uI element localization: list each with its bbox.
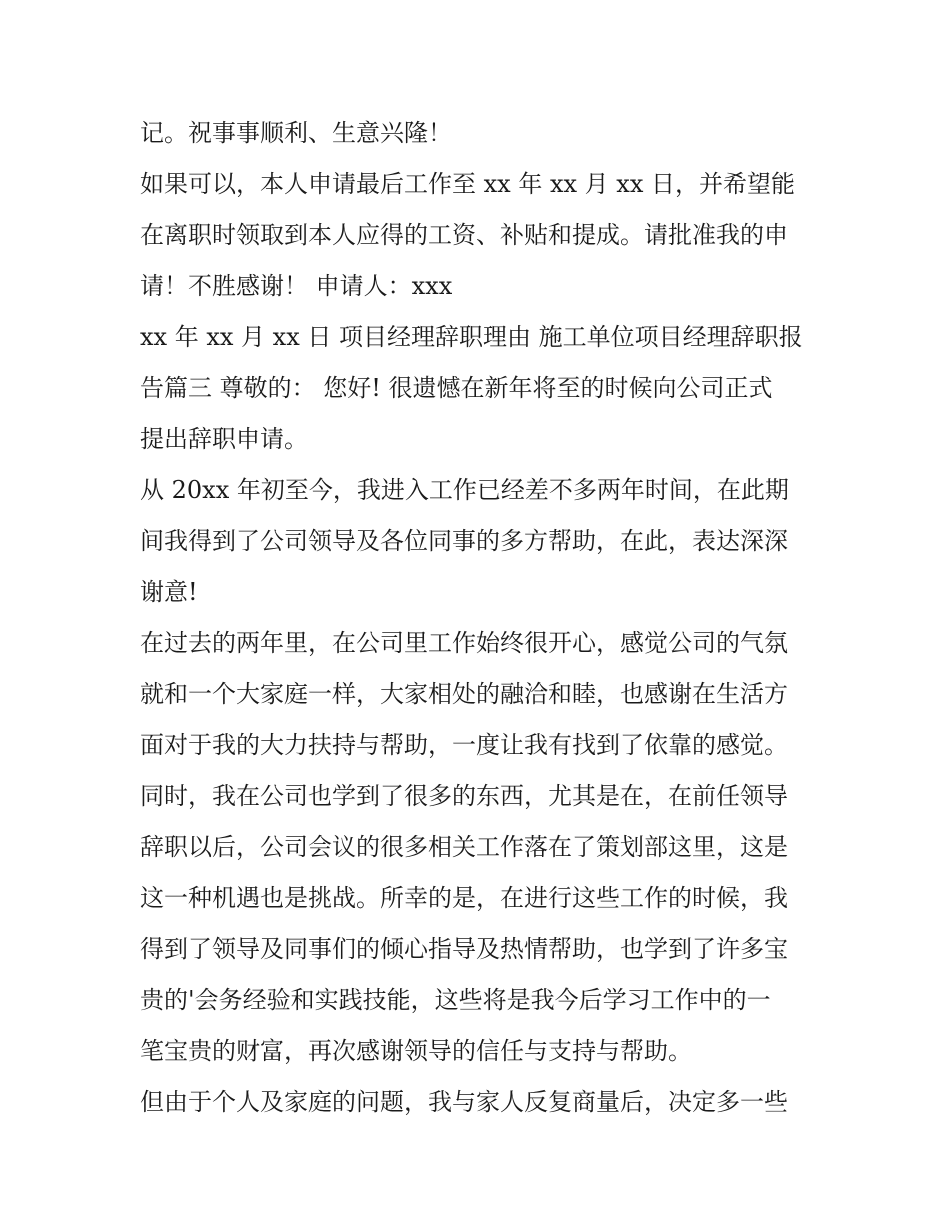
document-body [140,108,820,1128]
text-line: 笔宝贵的财富，再次感谢领导的信任与支持与帮助。 [140,1037,692,1065]
text-line: 提出辞职申请。 [140,425,308,453]
text-line: 辞职以后，公司会议的很多相关工作落在了策划部这里，这是 [140,833,788,861]
text-line: 请！不胜感谢！ 申请人：xxx [140,272,453,300]
text-line: 这一种机遇也是挑战。所幸的是，在进行这些工作的时候，我 [140,884,788,912]
text-line: 就和一个大家庭一样，大家相处的融洽和睦，也感谢在生活方 [140,680,788,708]
text-line: 面对于我的大力扶持与帮助，一度让我有找到了依靠的感觉。 [140,731,788,759]
text-line: 告篇三 尊敬的： 您好! 很遗憾在新年将至的时候向公司正式 [140,374,773,402]
text-line: 在过去的两年里，在公司里工作始终很开心，感觉公司的气氛 [140,629,788,657]
text-line: 同时，我在公司也学到了很多的东西，尤其是在，在前任领导 [140,782,788,810]
text-line: 如果可以，本人申请最后工作至 xx 年 xx 月 xx 日，并希望能 [140,170,795,198]
text-line: 得到了领导及同事们的倾心指导及热情帮助，也学到了许多宝 [140,935,788,963]
text-line: 但由于个人及家庭的问题，我与家人反复商量后，决定多一些 [140,1088,788,1116]
text-line: 从 20xx 年初至今，我进入工作已经差不多两年时间，在此期 [140,476,789,504]
text-line: 谢意! [140,578,198,606]
text-line: 记。祝事事顺利、生意兴隆！ [140,119,452,147]
text-line: xx 年 xx 月 xx 日 项目经理辞职理由 施工单位项目经理辞职报 [140,323,803,351]
text-line: 间我得到了公司领导及各位同事的多方帮助，在此，表达深深 [140,527,788,555]
text-line: 贵的'会务经验和实践技能，这些将是我今后学习工作中的一 [140,986,771,1014]
text-line: 在离职时领取到本人应得的工资、补贴和提成。请批准我的申 [140,221,788,249]
